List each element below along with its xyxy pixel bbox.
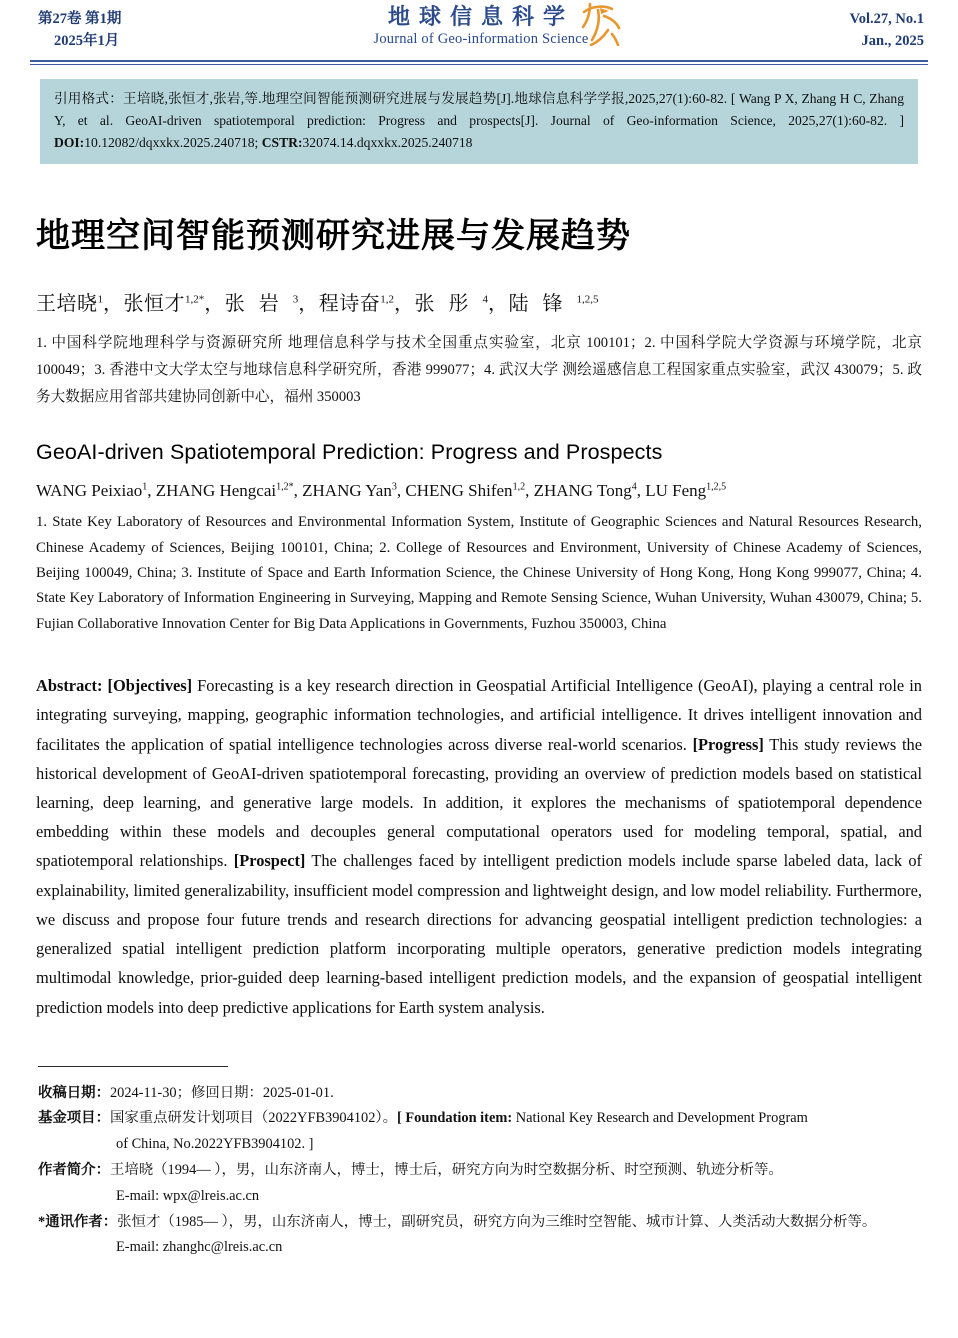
author-en-1 bbox=[36, 481, 147, 500]
author-en-4 bbox=[405, 481, 525, 500]
footnote-dates bbox=[38, 1081, 928, 1106]
author-en-3-sup: 3 bbox=[391, 481, 397, 493]
author-cn-6-sup: 1,2,5 bbox=[576, 293, 599, 306]
issue-date-en: Jan., 2025 bbox=[861, 33, 924, 50]
doi-label: DOI: bbox=[54, 135, 85, 151]
funding-text-en: National Key Research and Development Program bbox=[512, 1110, 808, 1127]
author-en-4-sup: 1,2 bbox=[512, 481, 526, 493]
author-en-4-name: CHENG Shifen bbox=[405, 481, 513, 501]
bio-text: 王培晓（1994— ），男，山东济南人，博士，博士后，研究方向为时空数据分析、时空预测、轨迹分析等。 bbox=[109, 1162, 783, 1178]
author-en-2-sup: 1,2* bbox=[276, 481, 294, 493]
affiliations-cn: 1. 中国科学院地理科学与资源研究所 地理信息科学与技术全国重点实验室，北京 100101；2. 中国科学院大学资源与环境学院，北京 100049；3. 香港中文大学太空与地球信息科学研究所，香港 999077；4. 武汉大学 测绘遥感信息工程国家重点实验室，武汉 430079；5. 政务大数据应用省部共建协同创新中心，福州 350003 bbox=[36, 335, 922, 405]
citation-text-cn: 王培晓,张恒才,张岩,等.地理空间智能预测研究进展与发展趋势[J].地球信息科学学报,2025,27(1):60-82. bbox=[123, 91, 728, 107]
author-cn-6 bbox=[509, 293, 599, 315]
doi-value: 10.12082/dqxxkx.2025.240718; bbox=[84, 135, 259, 151]
bio-label: 作者简介： bbox=[38, 1162, 110, 1178]
author-cn-3-name: 张岩 bbox=[224, 293, 293, 316]
author-en-2-name: ZHANG Hengcai bbox=[155, 481, 277, 501]
author-en-1-name: WANG Peixiao bbox=[36, 481, 143, 501]
masthead bbox=[30, 0, 928, 56]
author-cn-3 bbox=[225, 293, 299, 315]
author-cn-2 bbox=[124, 293, 205, 315]
author-en-2 bbox=[156, 481, 294, 500]
author-cn-1-name: 王培晓 bbox=[36, 293, 98, 316]
author-cn-4 bbox=[319, 293, 394, 315]
author-en-5 bbox=[534, 481, 637, 500]
journal-logo bbox=[228, 6, 734, 48]
cstr-label: CSTR: bbox=[261, 135, 303, 151]
corresponding-label: *通讯作者： bbox=[38, 1213, 118, 1230]
author-cn-3-sup: 3 bbox=[292, 293, 299, 306]
cstr-value: 32074.14.dqxxkx.2025.240718 bbox=[302, 135, 473, 151]
author-cn-5 bbox=[415, 293, 489, 315]
abstract-progress-text: This study reviews the historical development of GeoAI-driven spatiotemporal forecasting, providing an overview of prediction models based on statistical learning, deep learning, and generative large models. In addition, it explores the mechanisms of spatiotemporal dependence embedding within these models and decouples general computational operators used for modeling temporal, spatial, and spatiotemporal relationships. bbox=[36, 734, 923, 871]
abstract-tag-prospect: [Prospect] bbox=[233, 851, 306, 871]
funding-label-en: [ Foundation item: bbox=[397, 1110, 513, 1127]
bio-email[interactable]: E-mail: wpx@lreis.ac.cn bbox=[116, 1187, 260, 1204]
footnotes bbox=[38, 1081, 928, 1260]
journal-title-en: Journal of Geo-information Science bbox=[373, 30, 589, 47]
affiliations-en: 1. State Key Laboratory of Resources and Environmental Information System, Institute of Geographic Sciences and Natural Resources Research, Chinese Academy of Sciences, Beijing 100101, China; 2. College of Resources and Environment, University of Chinese Academy of Sciences, Beijing 100049, China; 3. Institute of Space and Earth Information Science, the Chinese University of Hong Kong, Hong Kong 999077, China; 4. State Key Laboratory of Information Engineering in Surveying, Mapping and Remote Sensing Science, Wuhan University, Wuhan 430079, China; 5. Fujian Collaborative Innovation Center for Big Data Applications in Governments, Fuzhou 350003, China bbox=[36, 514, 922, 632]
author-cn-5-sup: 4 bbox=[482, 293, 488, 306]
article-title-en: GeoAI-driven Spatiotemporal Prediction: Progress and Prospects bbox=[36, 440, 663, 465]
corresponding-text: 张恒才（1985— ），男，山东济南人，博士，副研究员，研究方向为三维时空智能、城市计算、人类活动大数据分析等。 bbox=[117, 1213, 877, 1230]
author-en-3 bbox=[302, 481, 397, 500]
authors-cn: 王培晓$^1$，张恒才$^{1,2*}$，张岩$^3$，程诗奋$^{1,2}$，张彤$^4$，陆锋$^{1,2,5}$ bbox=[36, 293, 599, 316]
author-cn-4-name: 程诗奋 bbox=[318, 293, 381, 316]
abstract-heading: Abstract: bbox=[36, 676, 103, 696]
masthead-right bbox=[734, 8, 928, 53]
author-en-5-name: ZHANG Tong bbox=[533, 481, 632, 501]
volume-issue-cn: 第27卷 第1期 bbox=[38, 11, 122, 27]
abstract-tag-objectives: [Objectives] bbox=[107, 676, 193, 696]
masthead-left bbox=[30, 8, 228, 53]
author-en-6-name: LU Feng bbox=[645, 481, 707, 501]
corresponding-email[interactable]: E-mail: zhanghc@lreis.ac.cn bbox=[116, 1239, 283, 1256]
author-cn-6-name: 陆锋 bbox=[508, 293, 577, 316]
abstract bbox=[36, 671, 922, 1021]
authors-en: WANG Peixiao$^1$, ZHANG Hengcai$^{1,2*}$, ZHANG Yan$^3$, CHENG Shifen$^{1,2}$, ZHANG Tong$^4$, LU Feng$^{1,2,5}$ bbox=[36, 481, 727, 501]
journal-title-cn: 地球信息科学 bbox=[387, 5, 574, 30]
funding-text-cn: 国家重点研发计划项目（2022YFB3904102）。 bbox=[109, 1110, 397, 1127]
citation-label: 引用格式： bbox=[54, 91, 124, 107]
footnote-divider bbox=[38, 1066, 228, 1067]
author-en-1-sup: 1 bbox=[142, 481, 148, 493]
received-date-label: 收稿日期： bbox=[38, 1084, 110, 1101]
author-en-5-sup: 4 bbox=[631, 481, 637, 493]
masthead-divider bbox=[30, 60, 928, 65]
citation-text-en: [ Wang P X, Zhang H C, Zhang Y, et al. GeoAI-driven spatiotemporal prediction: Progress and prospects[J]. Journal of Geo-information Science, 2025,27(1):60-82. ] bbox=[54, 91, 905, 129]
author-en-6-sup: 1,2,5 bbox=[706, 481, 727, 493]
abstract-tag-progress: [Progress] bbox=[692, 734, 764, 754]
author-cn-4-sup: 1,2 bbox=[380, 293, 394, 306]
footnote-funding-cont: of China, No.2022YFB3904102. ] bbox=[116, 1136, 314, 1153]
author-cn-2-name: 张恒才 bbox=[123, 293, 185, 316]
footnote-bio bbox=[38, 1158, 928, 1183]
footnote-corresponding bbox=[38, 1210, 928, 1235]
funding-label: 基金项目： bbox=[38, 1110, 110, 1127]
author-cn-2-sup: 1,2* bbox=[185, 293, 205, 306]
author-cn-1 bbox=[36, 293, 103, 315]
citation-box bbox=[40, 79, 918, 164]
author-cn-5-name: 张彤 bbox=[414, 293, 483, 316]
article-title-cn: 地理空间智能预测研究进展与发展趋势 bbox=[36, 216, 631, 257]
issue-date-cn: 2025年1月 bbox=[54, 33, 120, 50]
journal-logo-wrap bbox=[374, 6, 589, 48]
author-en-6 bbox=[645, 481, 726, 500]
footnote-funding bbox=[38, 1106, 928, 1131]
author-en-3-name: ZHANG Yan bbox=[302, 481, 392, 501]
abstract-prospect-text: The challenges faced by intelligent prediction models include sparse labeled data, lack of explainability, limited generalizability, insufficient model compression and lightweight design, and low model reliability. Furthermore, we discuss and propose four future trends and research directions for advancing geospatial intelligent prediction technologies: a generalized spatial intelligent prediction platform incorporating multiple operators, generative prediction models integrating multimodal knowledge, prior-guided deep learning-based intelligent prediction models, and the expansion of geospatial intelligent prediction models into deep predictive applications for Earth system analysis. bbox=[36, 851, 922, 1017]
volume-issue-en: Vol.27, No.1 bbox=[849, 11, 924, 27]
abstract-objectives-text: Forecasting is a key research direction in Geospatial Artificial Intelligence (GeoAI), playing a central role in integrating surveying, mapping, geographic information technologies, and artificial intelligence. It drives intelligent innovation and facilitates the application of spatial intelligence technologies across diverse real-world scenarios. bbox=[36, 676, 922, 754]
received-date-value: 2024-11-30；修回日期：2025-01-01. bbox=[109, 1084, 334, 1101]
calligraphy-xuebao-mark-icon bbox=[578, 0, 622, 46]
author-cn-1-sup: 1 bbox=[97, 293, 103, 306]
